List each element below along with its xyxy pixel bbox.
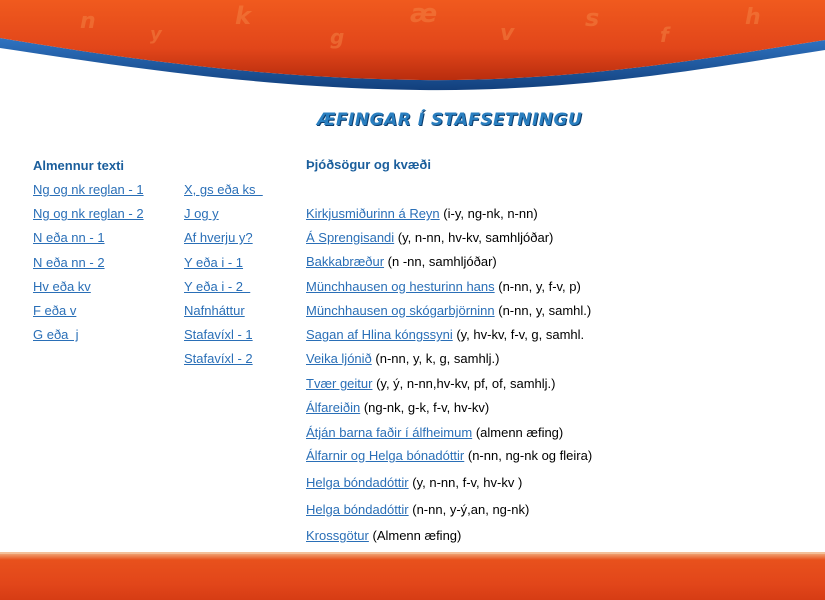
list-item [306,475,522,490]
story-desc: (n-nn, y-ý,an, ng-nk) [408,502,530,517]
story-link[interactable]: Átján barna faðir í álfheimum [306,425,473,440]
list-item [306,230,553,245]
svg-text:n: n [80,9,96,34]
list-item [306,327,584,342]
story-desc: (ng-nk, g-k, f-v, hv-kv) [360,400,490,415]
svg-text:h: h [745,5,761,30]
link-g-j[interactable]: G eða j [33,327,79,342]
story-link[interactable]: Álfarnir og Helga bónadóttir [306,448,465,463]
story-link[interactable]: Münchhausen og skógarbjörninn [306,303,495,318]
list-item [306,528,461,543]
link-hv-kv[interactable]: Hv eða kv [33,279,91,294]
link-n-nn-2[interactable]: N eða nn - 2 [33,255,105,270]
svg-text:g: g [330,25,345,49]
story-link[interactable]: Veika ljónið [306,351,372,366]
left-heading: Almennur texti [33,158,125,173]
link-y-i-1[interactable]: Y eða i - 1 [184,255,244,270]
list-item [306,448,592,463]
story-desc: (n-nn, y, k, g, samhlj.) [371,351,500,366]
story-link[interactable]: Á Sprengisandi [306,230,395,245]
story-desc: (Almenn æfing) [368,528,462,543]
header-wave-graphic [0,0,825,95]
list-item [306,502,529,517]
list-item [306,254,497,269]
story-link[interactable]: Kirkjusmiðurinn á Reyn [306,206,440,221]
link-n-nn-1[interactable]: N eða nn - 1 [33,230,105,245]
header-banner [0,0,825,95]
svg-text:f: f [660,23,669,47]
story-link[interactable]: Bakkabræður [306,254,385,269]
story-desc: (almenn æfing) [472,425,564,440]
story-link[interactable]: Münchhausen og hesturinn hans [306,279,495,294]
story-desc: (y, hv-kv, f-v, g, samhl. [452,327,585,342]
list-item [306,376,555,391]
story-desc: (n-nn, y, f-v, p) [494,279,581,294]
story-desc: (n -nn, samhljóðar) [384,254,497,269]
page-title: ÆFINGAR Í STAFSETNINGU [317,110,583,130]
story-link[interactable]: Tvær geitur [306,376,373,391]
link-y-i-2[interactable]: Y eða i - 2 [184,279,251,294]
link-f-v[interactable]: F eða v [33,303,77,318]
story-desc: (i-y, ng-nk, n-nn) [439,206,538,221]
story-desc: (n-nn, y, samhl.) [494,303,592,318]
link-af-hverju-y[interactable]: Af hverju y? [184,230,253,245]
story-link[interactable]: Krossgötur [306,528,369,543]
story-link[interactable]: Sagan af Hlina kóngssyni [306,327,453,342]
story-desc: (n-nn, ng-nk og fleira) [464,448,593,463]
list-item [306,351,499,366]
list-item [306,400,489,415]
link-stafavixl-2[interactable]: Stafavíxl - 2 [184,351,253,366]
link-ng-nk-1[interactable]: Ng og nk reglan - 1 [33,182,144,197]
list-item [306,279,581,294]
svg-text:k: k [235,2,251,30]
story-desc: (y, n-nn, hv-kv, samhljóðar) [394,230,554,245]
svg-text:s: s [585,4,600,32]
link-nafnhattur[interactable]: Nafnháttur [184,303,245,318]
svg-text:y: y [150,24,162,45]
link-x-gs-ks[interactable]: X, gs eða ks [184,182,263,197]
story-link[interactable]: Álfareiðin [306,400,361,415]
story-desc: (y, n-nn, f-v, hv-kv ) [408,475,523,490]
story-desc: (y, ý, n-nn,hv-kv, pf, of, samhlj.) [372,376,556,391]
link-stafavixl-1[interactable]: Stafavíxl - 1 [184,327,253,342]
footer-bar [0,554,825,600]
list-item [306,303,591,318]
list-item [306,206,538,221]
list-item [306,425,563,440]
story-link[interactable]: Helga bóndadóttir [306,502,409,517]
link-j-y[interactable]: J og y [184,206,219,221]
svg-text:v: v [500,21,515,46]
link-ng-nk-2[interactable]: Ng og nk reglan - 2 [33,206,144,221]
svg-text:æ: æ [410,0,438,29]
right-heading: Þjóðsögur og kvæði [306,157,431,172]
story-link[interactable]: Helga bóndadóttir [306,475,409,490]
